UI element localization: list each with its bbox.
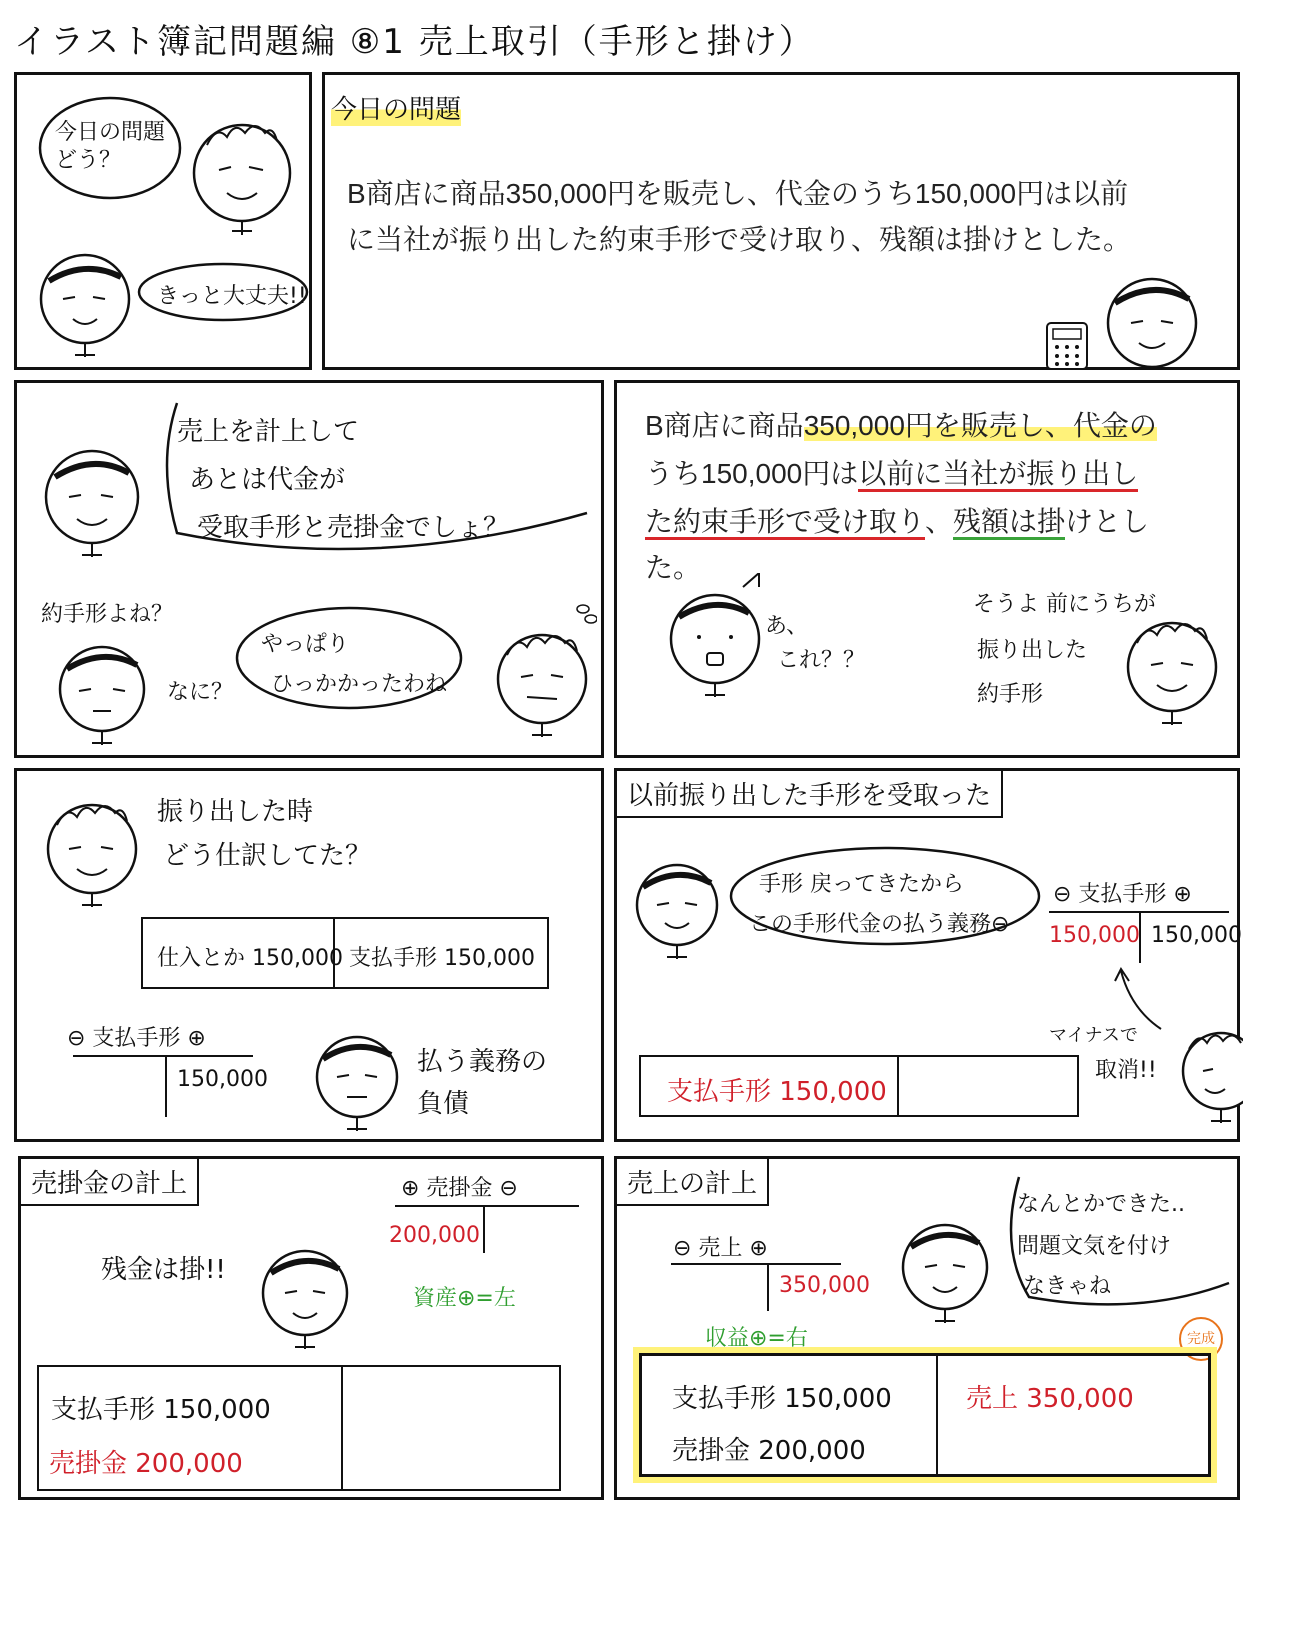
t-account-vline bbox=[165, 1055, 167, 1117]
bubble-text-right: きっと大丈夫!! bbox=[157, 284, 307, 309]
panel-4 bbox=[614, 380, 1240, 758]
character-face bbox=[47, 639, 157, 751]
credit-cell: 支払手形 150,000 bbox=[349, 946, 535, 971]
bubble-line-1: やっぱり bbox=[261, 632, 350, 657]
highlight-amount: 350,000円 bbox=[803, 410, 933, 441]
debit-row-2: 売掛金 200,000 bbox=[672, 1436, 866, 1466]
ah-line-2: これ？？ bbox=[777, 648, 866, 673]
calculator-icon bbox=[1043, 319, 1093, 374]
character-face bbox=[35, 247, 135, 367]
t-account-label: ⊕ 売掛金 ⊖ bbox=[401, 1176, 518, 1201]
speech-line-1: なんとかできた.. bbox=[1017, 1192, 1185, 1217]
right-line-3: 約手形 bbox=[977, 682, 1044, 707]
t-account-hline bbox=[73, 1055, 253, 1057]
right-line-2: 振り出した bbox=[977, 638, 1088, 663]
character-face-surprised bbox=[647, 573, 777, 713]
character-face bbox=[895, 1217, 995, 1335]
debit-row-1: 支払手形 150,000 bbox=[51, 1395, 271, 1425]
note-line-1: 払う義務の bbox=[417, 1047, 548, 1077]
speech-line-1: 振り出した時 bbox=[157, 797, 314, 827]
ah-line-1: あ、 bbox=[765, 614, 809, 639]
speech-line-2: あとは代金が bbox=[189, 465, 346, 495]
panel-1 bbox=[14, 72, 312, 370]
t-account-left-value: 150,000 bbox=[1049, 923, 1140, 948]
problem-line-1: B商店に商品350,000円を販売し、代金のうち150,000円は以前 bbox=[347, 178, 1129, 209]
character-face bbox=[487, 599, 597, 749]
green-note: 資産⊕=左 bbox=[413, 1286, 516, 1311]
journal-divider bbox=[936, 1356, 938, 1474]
t-account-hline bbox=[671, 1263, 841, 1265]
red-underline-text: 以前に当社が振り出し bbox=[858, 458, 1138, 492]
character-face bbox=[37, 445, 147, 565]
stamp-text: 完成 bbox=[1187, 1331, 1215, 1347]
t-account-label: ⊖ 支払手形 ⊕ bbox=[1053, 882, 1192, 907]
speech-line-2: どう仕訳してた？ bbox=[163, 841, 372, 871]
character-face bbox=[1173, 1023, 1243, 1133]
red-underline-text: た約束手形で受け取り bbox=[645, 506, 925, 540]
minus-line-2: 取消!! bbox=[1095, 1058, 1157, 1083]
right-line-1: そうよ 前にうちが bbox=[973, 592, 1156, 617]
problem-line-2 bbox=[645, 451, 1138, 497]
green-underline-text: 残額は掛 bbox=[953, 506, 1065, 540]
character-face bbox=[255, 1241, 355, 1359]
debit-cell: 仕入とか 150,000 bbox=[157, 946, 343, 971]
character-face bbox=[627, 855, 727, 965]
panel-5 bbox=[14, 768, 604, 1142]
bubble-line-1: 手形 戻ってきたから bbox=[759, 872, 964, 897]
text-segment: うち150,000円は bbox=[645, 458, 859, 489]
problem-line-1 bbox=[645, 403, 1157, 449]
panel-3 bbox=[14, 380, 604, 758]
highlight-sale: を販売し、代金の bbox=[932, 410, 1157, 441]
speech-text: 残金は掛!! bbox=[101, 1255, 226, 1285]
problem-line-4: た。 bbox=[645, 552, 702, 583]
t-account-label: ⊖ 支払手形 ⊕ bbox=[67, 1026, 206, 1051]
speech-line-1: 売上を計上して bbox=[177, 417, 360, 447]
t-account-label: ⊖ 売上 ⊕ bbox=[673, 1236, 768, 1261]
journal-divider bbox=[341, 1367, 343, 1489]
panel-7 bbox=[18, 1156, 604, 1500]
bubble-text-left: 今日の問題どう？ bbox=[55, 120, 166, 173]
text-segment: B商店に商品 bbox=[645, 410, 804, 441]
problem-line-3 bbox=[645, 499, 1149, 545]
journal-entry bbox=[37, 1365, 561, 1491]
panel-2 bbox=[322, 72, 1240, 370]
green-note: 収益⊕=右 bbox=[705, 1326, 808, 1351]
minus-line-1: マイナスで bbox=[1049, 1025, 1138, 1046]
note-text: 約手形よね？ bbox=[41, 602, 174, 627]
debit-row-2: 売掛金 200,000 bbox=[49, 1449, 243, 1479]
speech-line-3: なきゃね bbox=[1023, 1274, 1112, 1299]
text-segment: 、 bbox=[925, 506, 954, 537]
t-account-value: 350,000 bbox=[779, 1273, 870, 1298]
panel-6 bbox=[614, 768, 1240, 1142]
character-face bbox=[1097, 271, 1207, 371]
panel-tag: 売掛金の計上 bbox=[21, 1159, 199, 1206]
panel-tag: 以前振り出した手形を受取った bbox=[617, 771, 1003, 818]
nani-text: なに？ bbox=[167, 680, 234, 705]
panel-8 bbox=[614, 1156, 1240, 1500]
journal-entry bbox=[141, 917, 549, 989]
bubble-line-2: ひっかかったわね bbox=[271, 672, 448, 697]
t-account-value: 150,000 bbox=[177, 1067, 268, 1092]
page-title: イラスト簿記問題編 ⑧1 売上取引（手形と掛け） bbox=[14, 22, 815, 62]
character-face bbox=[37, 795, 147, 915]
panel-tag: 売上の計上 bbox=[617, 1159, 769, 1206]
t-account-vline bbox=[483, 1205, 485, 1253]
t-account-vline bbox=[767, 1263, 769, 1311]
t-account-hline bbox=[395, 1205, 579, 1207]
problem-line-2: に当社が振り出した約束手形で受け取り、残額は掛けとした。 bbox=[347, 224, 1132, 255]
bubble-line-2: この手形代金の払う義務⊖ bbox=[749, 912, 1010, 937]
character-face bbox=[1117, 609, 1227, 734]
speech-line-3: 受取手形と売掛金でしょ？ bbox=[197, 513, 510, 543]
debit-row-1: 支払手形 150,000 bbox=[672, 1384, 892, 1414]
speech-line-2: 問題文気を付け bbox=[1017, 1234, 1172, 1259]
t-account-right-value: 150,000 bbox=[1151, 923, 1242, 948]
credit-row-1: 売上 350,000 bbox=[966, 1384, 1134, 1414]
note-line-2: 負債 bbox=[417, 1089, 470, 1119]
character-face bbox=[307, 1027, 407, 1139]
text-segment: けとし bbox=[1065, 506, 1150, 537]
panel-label: 今日の問題 bbox=[331, 89, 461, 126]
journal-entry bbox=[639, 1055, 1079, 1117]
character-face bbox=[187, 115, 297, 245]
debit-cell: 支払手形 150,000 bbox=[667, 1077, 887, 1107]
journal-divider bbox=[897, 1057, 899, 1115]
t-account-value: 200,000 bbox=[389, 1223, 480, 1248]
journal-entry bbox=[639, 1353, 1211, 1477]
